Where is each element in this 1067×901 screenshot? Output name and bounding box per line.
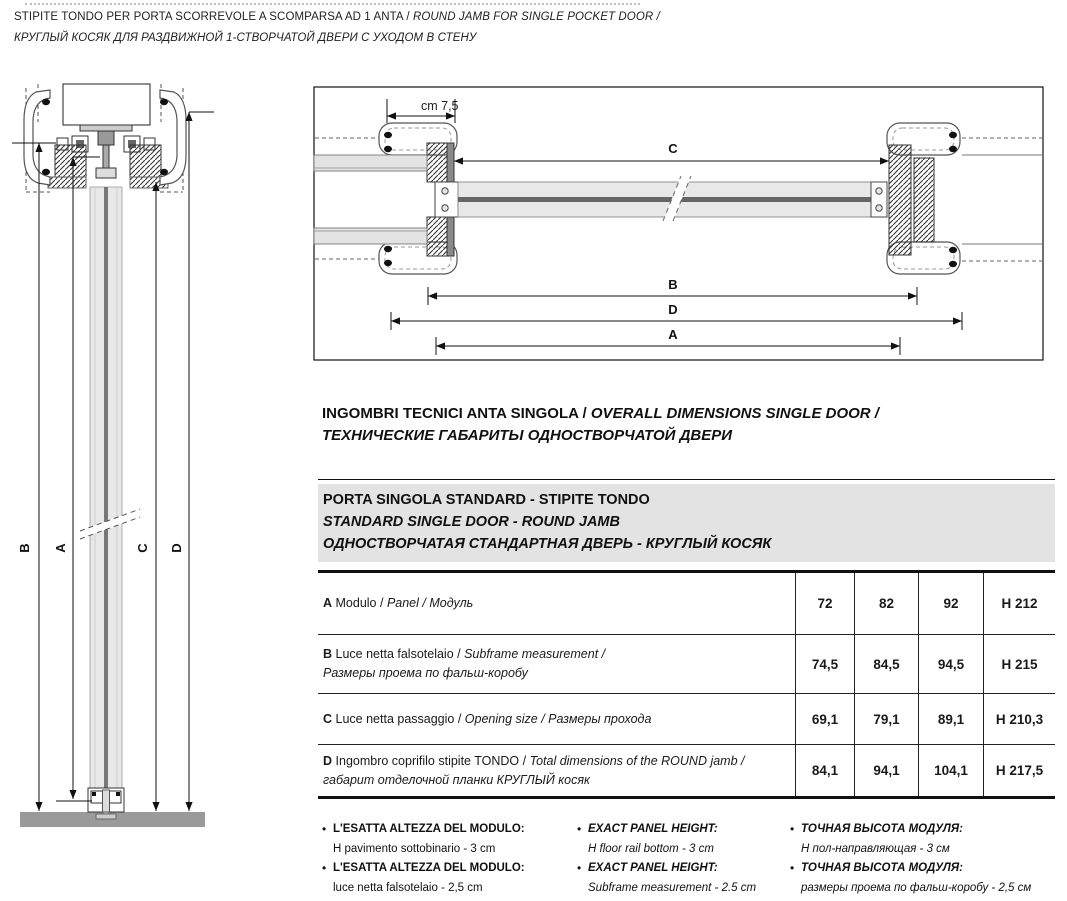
note-text: Н пол-направляющая - 3 см (801, 842, 950, 855)
note-text: H floor rail bottom - 3 cm (588, 842, 714, 855)
section-title-en: OVERALL DIMENSIONS SINGLE DOOR / (590, 405, 879, 422)
value-cell: 72 (795, 573, 854, 634)
table-title-panel (318, 484, 1055, 562)
row-label-main: Luce netta falsotelaio / (335, 647, 465, 661)
dimensions-table (318, 570, 1055, 799)
value-cell: 84,5 (854, 635, 918, 693)
table-row (318, 744, 1055, 796)
bullet-icon: • (790, 861, 795, 875)
bullet-icon: • (322, 861, 327, 875)
note-title: L'ESATTA ALTEZZA DEL MODULO: (333, 862, 525, 874)
row-label (318, 745, 795, 796)
value-cell: 69,1 (795, 694, 854, 744)
right-jamb (887, 123, 1042, 274)
side-dim-label-a: A (53, 543, 68, 553)
scan-artifact-line (25, 3, 640, 5)
door-panel (90, 187, 122, 788)
value-cell: 92 (918, 573, 983, 634)
section-title-it: INGOMBRI TECNICI ANTA SINGOLA / (322, 405, 591, 422)
bullet-icon: • (577, 822, 582, 836)
value-cell: 94,5 (918, 635, 983, 693)
note-text: H pavimento sottobinario - 3 cm (333, 842, 496, 855)
note-title: L'ESATTA ALTEZZA DEL MODULO: (333, 823, 525, 835)
bullet-icon: • (790, 822, 795, 836)
row-label-italic: Total dimensions of the ROUND jamb / (529, 753, 745, 768)
vertical-section-drawing (10, 80, 220, 835)
row-label-line2: габарит отделочной планки КРУГЛЫЙ косяк (323, 772, 590, 787)
row-label-main: Ingombro coprifilo stipite TONDO / (335, 753, 530, 768)
wall-bottom (314, 228, 427, 244)
table-title-it: PORTA SINGOLA STANDARD - STIPITE TONDO (323, 492, 650, 508)
header-title-it: STIPITE TONDO PER PORTA SCORREVOLE A SCOMPARSA AD 1 ANTA / (14, 11, 413, 23)
section-title-line-1 (322, 403, 879, 425)
value-cell: 89,1 (918, 694, 983, 744)
bullet-icon: • (577, 861, 582, 875)
divider-rule (318, 479, 1055, 480)
table-row (318, 634, 1055, 693)
door-end-cap-right (871, 182, 887, 217)
note-title: EXACT PANEL HEIGHT: (588, 823, 718, 835)
note-item (322, 820, 574, 859)
row-letter: A (323, 596, 333, 610)
table-title-en: STANDARD SINGLE DOOR - ROUND JAMB (323, 514, 620, 530)
row-label (318, 694, 795, 744)
row-label-italic: Panel / Модуль (386, 596, 474, 610)
hatched-slab (914, 158, 934, 242)
door-end-cap-left (435, 182, 458, 217)
note-text: luce netta falsotelaio - 2,5 cm (333, 881, 483, 894)
header-line-2: КРУГЛЫЙ КОСЯК ДЛЯ РАЗДВИЖНОЙ 1-СТВОРЧАТОЙ ДВЕРИ С УХОДОМ В СТЕНУ (14, 32, 477, 44)
value-cell: H 215 (983, 635, 1055, 693)
side-dim-label-d: D (169, 543, 184, 553)
wall-top (314, 155, 427, 171)
value-cell: H 212 (983, 573, 1055, 634)
row-letter: C (323, 711, 333, 726)
page-header (14, 7, 660, 49)
plan-view-drawing (313, 85, 1046, 362)
section-title-ru: ТЕХНИЧЕСКИЕ ГАБАРИТЫ ОДНОСТВОРЧАТОЙ ДВЕРИ (322, 427, 733, 444)
section-title (322, 403, 879, 447)
row-label-main: Luce netta passaggio / (335, 711, 465, 726)
row-label-italic: Opening size / Размеры прохода (464, 711, 652, 726)
note-title: ТОЧНАЯ ВЫСОТА МОДУЛЯ: (801, 862, 964, 874)
header-title-en: ROUND JAMB FOR SINGLE POCKET DOOR / (412, 11, 660, 23)
note-text: Subframe measurement - 2.5 cm (588, 881, 757, 894)
vertical-section-svg (10, 80, 220, 835)
notes-english (577, 820, 789, 898)
value-cell: 84,1 (795, 745, 854, 796)
value-cell: H 210,3 (983, 694, 1055, 744)
note-item (577, 820, 789, 859)
table-row (318, 693, 1055, 744)
value-cell: 79,1 (854, 694, 918, 744)
side-dim-label-c: C (135, 543, 150, 553)
value-cell: H 217,5 (983, 745, 1055, 796)
side-dim-label-b: B (17, 543, 32, 553)
note-item (790, 859, 1064, 898)
note-title: ТОЧНАЯ ВЫСОТА МОДУЛЯ: (801, 823, 964, 835)
notes-italian (322, 820, 574, 898)
row-label (318, 573, 795, 634)
note-text: размеры проема по фальш-коробу - 2,5 см (801, 881, 1032, 894)
row-label-main: Modulo / (335, 596, 387, 610)
row-letter: B (323, 647, 333, 661)
row-letter: D (323, 753, 333, 768)
plan-view-svg (313, 85, 1046, 362)
value-cell: 74,5 (795, 635, 854, 693)
door-panel (435, 176, 887, 221)
note-title: EXACT PANEL HEIGHT: (588, 862, 718, 874)
hatched-slab (889, 145, 911, 255)
value-cell: 94,1 (854, 745, 918, 796)
jamb-width-label: cm 7,5 (421, 99, 459, 113)
row-label-line2: Размеры проема по фальш-коробу (323, 666, 528, 680)
jamb-width-dimension (387, 99, 459, 123)
header-line-1 (14, 7, 660, 28)
table-title-ru: ОДНОСТВОРЧАТАЯ СТАНДАРТНАЯ ДВЕРЬ - КРУГЛЫЙ КОСЯК (323, 536, 772, 552)
plan-dim-label-c: C (668, 141, 678, 156)
row-label (318, 635, 795, 693)
plan-dim-label-d: D (668, 302, 678, 317)
subframe-header-box (63, 84, 150, 125)
note-item (577, 859, 789, 898)
plan-dim-label-a: A (668, 327, 678, 342)
hatched-block (427, 143, 447, 182)
value-cell: 82 (854, 573, 918, 634)
plan-dim-label-b: B (668, 277, 678, 292)
notes-russian (790, 820, 1064, 898)
value-cell: 104,1 (918, 745, 983, 796)
door-bottom-rail (88, 788, 124, 812)
table-row (318, 573, 1055, 634)
hatched-block (427, 217, 447, 256)
note-item (790, 820, 1064, 859)
bullet-icon: • (322, 822, 327, 836)
note-item (322, 859, 574, 898)
row-label-italic: Subframe measurement / (464, 647, 606, 661)
